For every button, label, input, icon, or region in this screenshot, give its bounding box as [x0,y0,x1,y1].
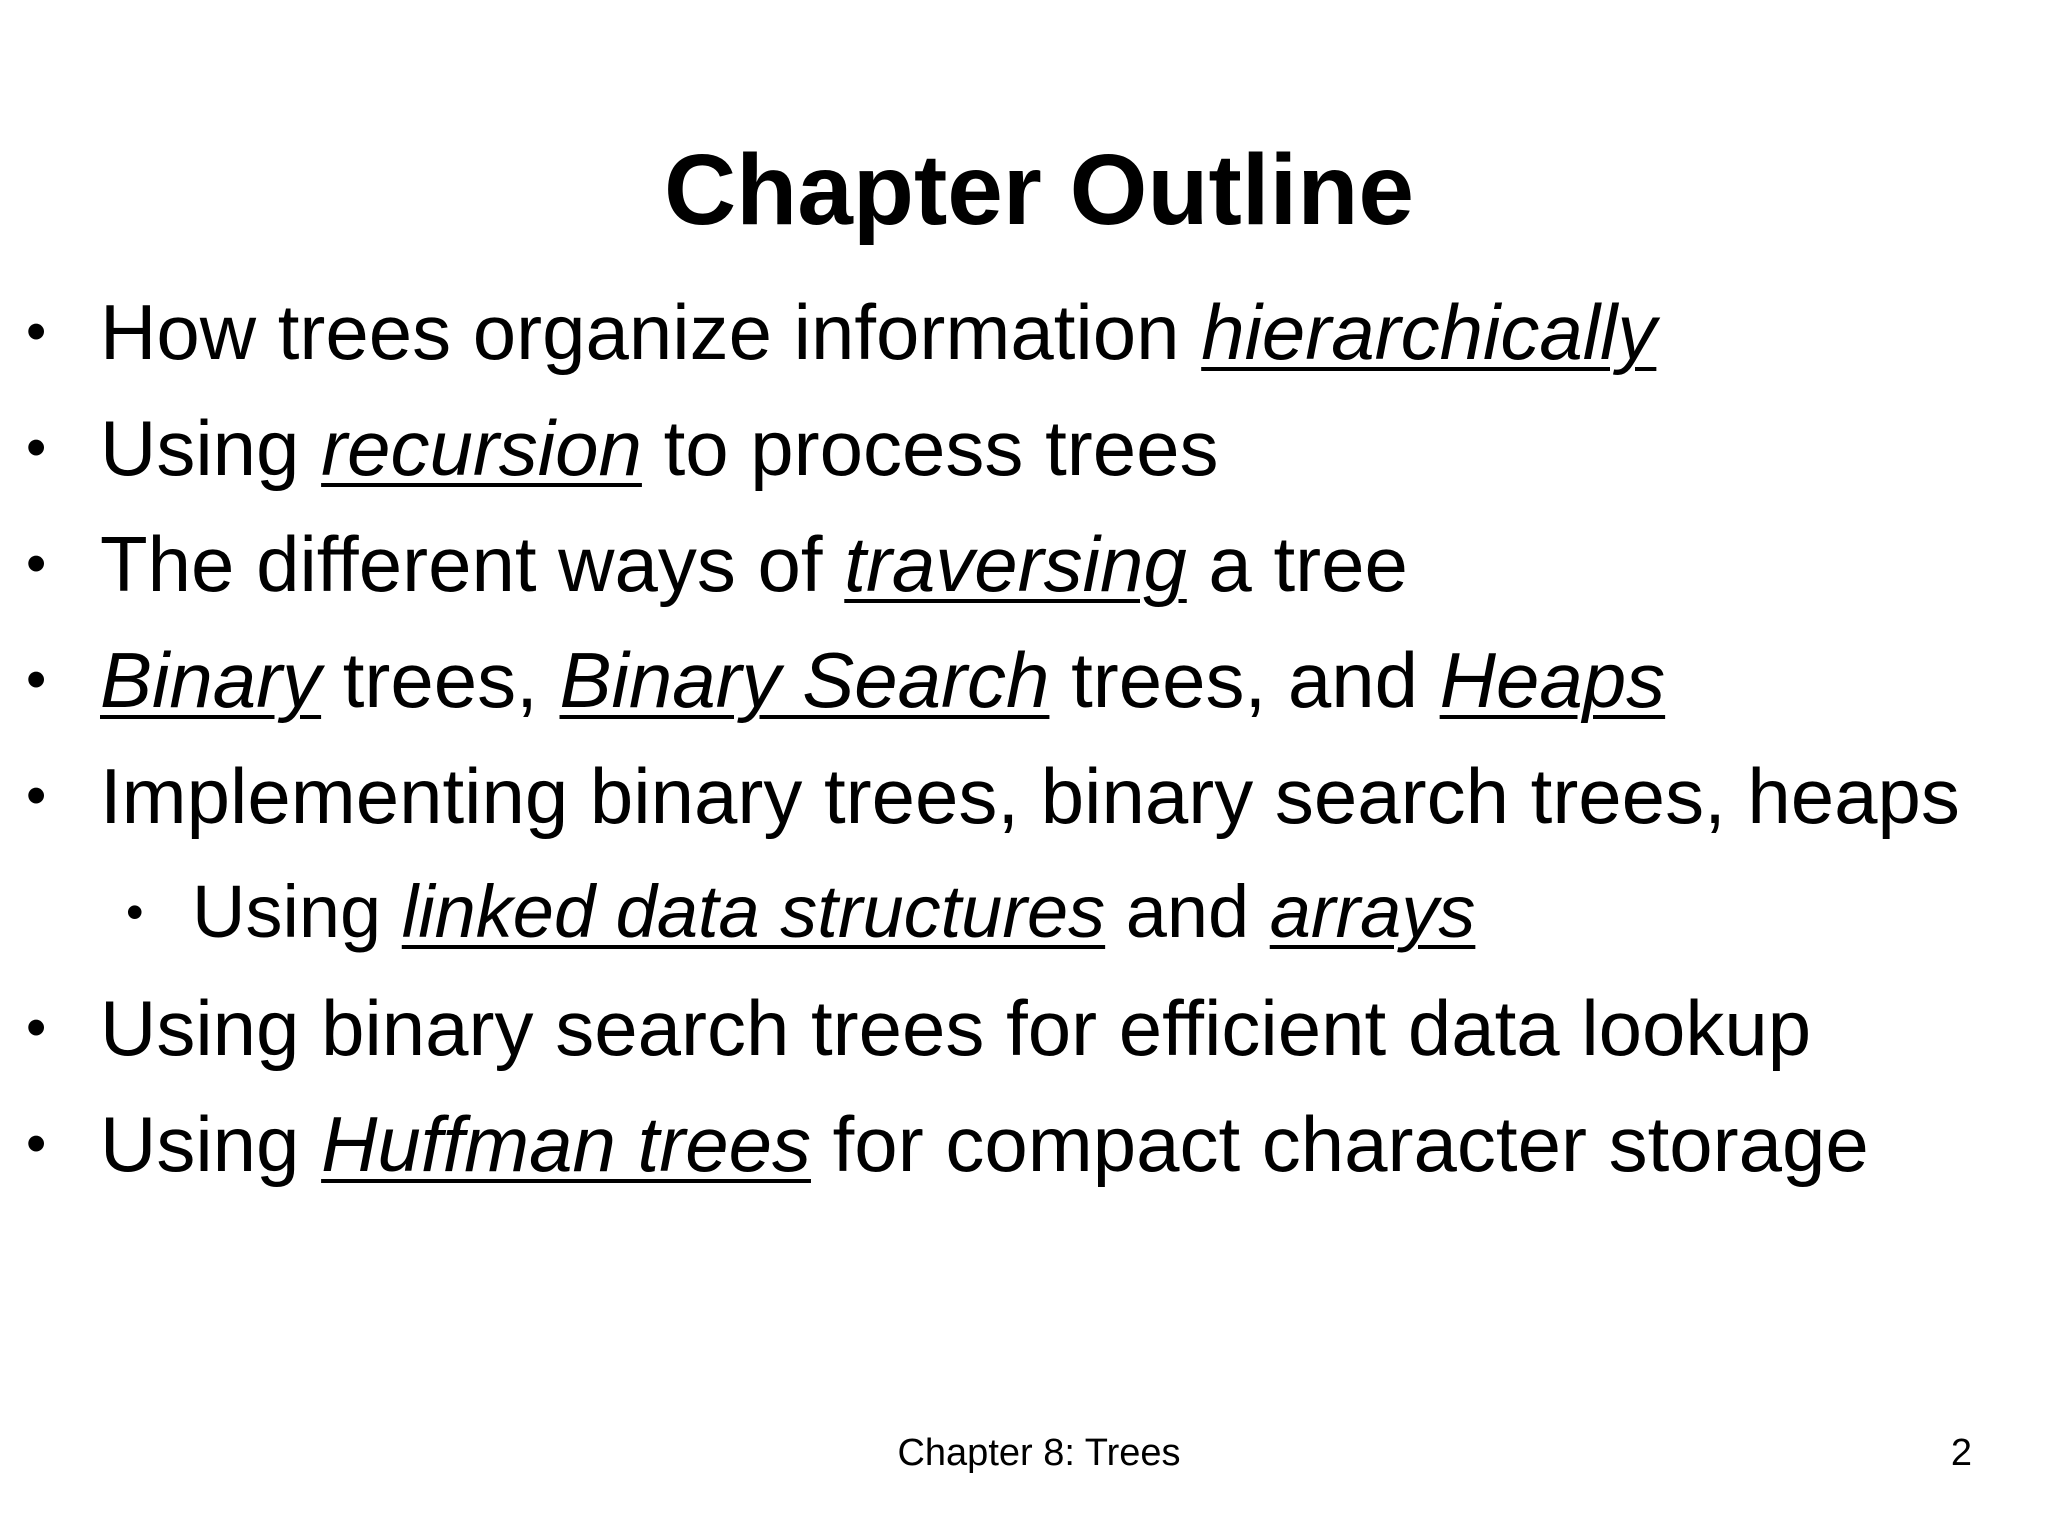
emphasized-term: traversing [844,520,1187,608]
bullet-item [0,274,2048,390]
emphasized-term: linked data structures [401,870,1106,953]
bullet-marker: • [26,531,47,596]
emphasized-term: recursion [321,404,642,492]
page-number: 2 [1950,1432,1972,1474]
bullet-text [100,622,1665,738]
bullet-text [100,970,1811,1086]
bullet-text [100,506,1408,622]
text-segment: The different ways of [100,520,845,608]
bullet-text [192,854,1475,970]
bullet-marker: • [126,884,144,940]
bullet-item [0,1086,2048,1202]
text-segment: How trees organize information [100,288,1202,376]
bullet-item [0,738,2048,854]
text-segment: trees, and [1049,636,1440,724]
text-segment: to process trees [641,404,1219,492]
emphasized-term: Heaps [1439,636,1666,724]
bullet-text [100,738,1960,854]
bullet-marker: • [26,995,47,1060]
sub-bullet-item [0,854,2048,970]
slide-title: Chapter Outline [663,134,1415,246]
emphasized-term: hierarchically [1201,288,1657,376]
emphasized-term: arrays [1269,870,1476,953]
bullet-marker: • [26,299,47,364]
text-segment: Implementing binary trees, binary search trees, heaps [100,752,1960,840]
bullet-item [0,622,2048,738]
emphasized-term: Binary [100,636,322,724]
text-segment: Using binary search trees for efficient data lookup [100,984,1812,1072]
text-segment: and [1105,870,1270,953]
text-segment: Using [100,1100,322,1188]
text-segment: Using [100,404,322,492]
bullet-marker: • [26,763,47,828]
bullet-item [0,970,2048,1086]
bullet-marker: • [26,415,47,480]
emphasized-term: Binary Search [559,636,1050,724]
text-segment: Using [192,870,402,953]
bullet-text [100,1086,1869,1202]
bullet-text [100,390,1219,506]
text-segment: for compact character storage [810,1100,1869,1188]
bullet-text [100,274,1656,390]
bullet-item [0,390,2048,506]
text-segment: a tree [1186,520,1408,608]
bullet-marker: • [26,1111,47,1176]
bullet-item [0,506,2048,622]
bullet-list [0,274,2048,1202]
bullet-marker: • [26,647,47,712]
slide-footer: Chapter 8: Trees [897,1432,1181,1474]
emphasized-term: Huffman trees [321,1100,811,1188]
text-segment: trees, [321,636,560,724]
